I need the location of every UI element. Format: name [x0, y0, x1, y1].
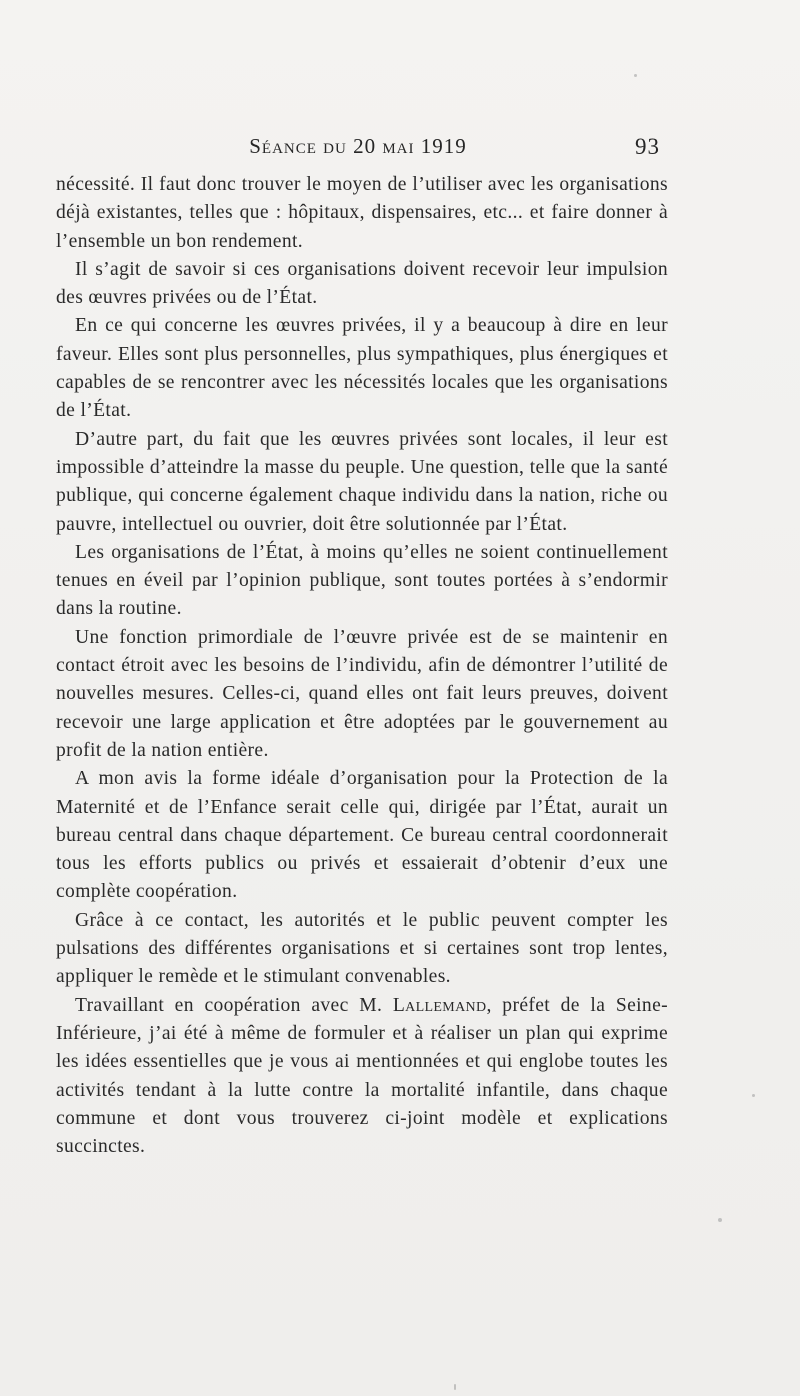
paragraph-last: [56, 992, 668, 1162]
paragraph: Les organisations de l’État, à moins qu’elles ne soient continuellement tenues en éveil par l’opinion publique, sont toutes portées à s’endormir dans la routine.: [56, 541, 668, 620]
page-header: [56, 134, 660, 168]
paragraph: D’autre part, du fait que les œuvres privées sont locales, il leur est impossible d’atteindre la masse du peuple. Une question, telle que la santé publique, qui concerne également chaque individu dans la nation, riche ou pauvre, intellectuel ou ouvrier, doit être solutionnée par l’État.: [56, 428, 668, 535]
paragraph: Une fonction primordiale de l’œuvre privée est de se maintenir en contact étroit avec les besoins de l’individu, afin de démontrer l’utilité de nouvelles mesures. Celles-ci, quand elles ont fait leurs preuves, doivent recevoir une large application et être adoptées par le gouvernement au profit de la nation entière.: [56, 626, 668, 761]
last-paragraph-lead: Travaillant en coopération avec M.: [75, 994, 393, 1016]
paragraph: Grâce à ce contact, les autorités et le public peuvent compter les pulsations des différentes organisations et si certaines sont trop lentes, appliquer le remède et le stimulant convenables.: [56, 909, 668, 988]
paragraph: Il s’agit de savoir si ces organisations doivent recevoir leur impulsion des œuvres privées ou de l’État.: [56, 258, 668, 309]
paragraph: En ce qui concerne les œuvres privées, il y a beaucoup à dire en leur faveur. Elles sont plus personnelles, plus sympathiques, plus énergiques et capables de se rencontrer avec les nécessités locales que les organisations de l’État.: [56, 315, 668, 422]
scan-speck: [752, 1094, 755, 1097]
scan-speck: [454, 1384, 456, 1390]
running-title: Séance du 20 mai 1919: [249, 134, 467, 158]
body-text: [56, 171, 668, 1161]
paragraph-continuation: nécessité. Il faut donc trouver le moyen de l’utiliser avec les organisations déjà existantes, telles que : hôpitaux, dispensaires, etc... et faire donner à l’ensemble un bon rendement.: [56, 174, 668, 252]
page-number: 93: [635, 134, 660, 159]
paragraph: A mon avis la forme idéale d’organisation pour la Protection de la Maternité et de l’Enfance serait celle qui, dirigée par l’État, aurait un bureau central dans chaque département. Ce bureau central coordonnerait tous les efforts publics ou privés et essaierait d’obtenir d’eux une complète coopération.: [56, 768, 668, 903]
scan-speck: [718, 1218, 722, 1222]
last-paragraph-rest: , préfet de la Seine-Inférieure, j’ai été à même de formuler et à réaliser un plan qui exprime les idées essentielles que je vous ai mentionnées et qui englobe toutes les activités tendant à la lutte contre la mortalité infantile, dans chaque commune et dont vous trouverez ci-joint modèle et explications succinctes.: [56, 994, 668, 1158]
scan-speck: [634, 74, 637, 77]
person-name: Lallemand: [392, 994, 487, 1016]
